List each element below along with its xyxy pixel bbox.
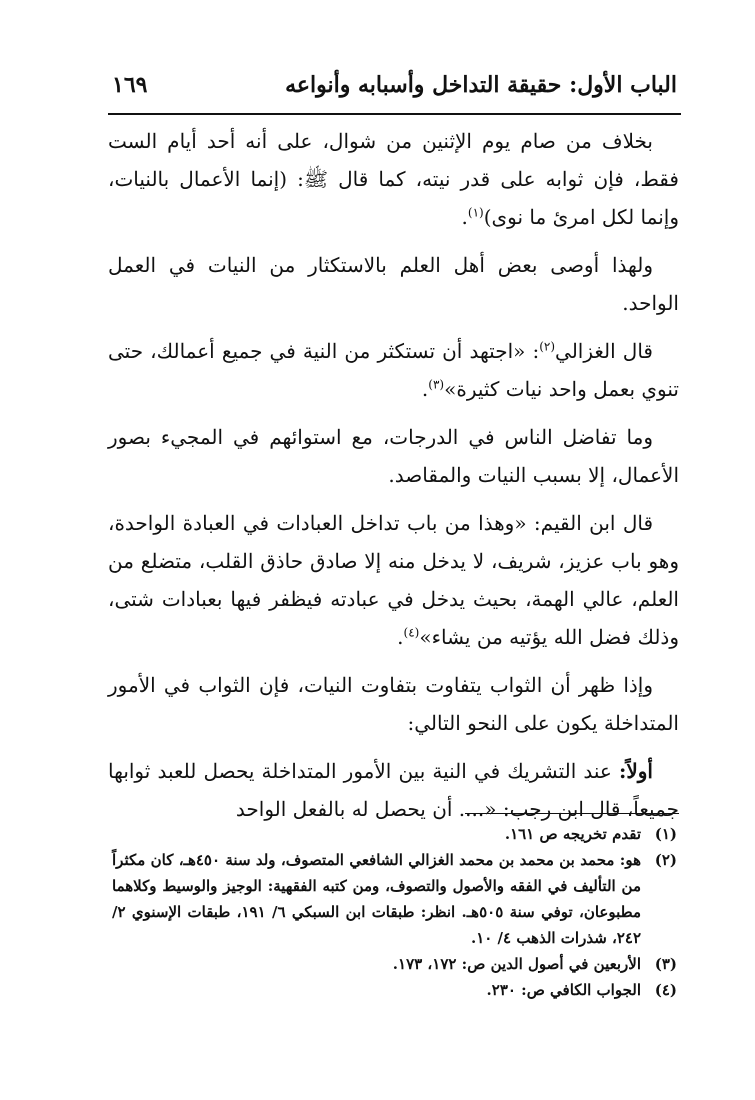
footnote-number: (١) <box>654 825 677 843</box>
footnote-text: تقدم تخريجه ص ١٦١. <box>504 825 641 843</box>
running-header-title: الباب الأول: حقيقة التداخل وأسبابه وأنواعه <box>285 72 677 98</box>
footnote-ref-1: (١) <box>467 205 484 220</box>
body-text <box>108 122 679 838</box>
paragraph-4: وما تفاضل الناس في الدرجات، مع استوائهم في المجيء بصور الأعمال، إلا بسبب النيات والمقاصد. <box>108 425 679 487</box>
footnote-ref-3: (٣) <box>428 377 445 392</box>
footnote-2 <box>112 847 677 951</box>
paragraph-3: قال الغزالي$^{(٢)}$: «اجتهد أن تستكثر من النية في جميع أعمالك، حتى تنوي بعمل واحد نيات كثيرة»$^{(٣)}$. <box>108 339 679 401</box>
footnote-number: (٣) <box>654 955 677 973</box>
footnote-text: الأربعين في أصول الدين ص: ١٧٢، ١٧٣. <box>392 955 641 973</box>
paragraph-5: قال ابن القيم: «وهذا من باب تداخل العبادات في العبادة الواحدة، وهو باب عزيز، شريف، لا يدخل منه إلا صادق حاذق القلب، متضلع من العلم، عالي الهمة، بحيث يدخل في عبادته فيظفر فيها بعبادات شتى، وذلك فضل الله يؤتيه من يشاء»$^{(٤)}$. <box>108 511 679 649</box>
footnotes <box>112 821 677 1003</box>
paragraph-6: وإذا ظهر أن الثواب يتفاوت بتفاوت النيات، فإن الثواب في الأمور المتداخلة يكون على النحو التالي: <box>108 673 679 735</box>
page-number: ١٦٩ <box>112 72 148 98</box>
footnote-ref-2: (٢) <box>539 339 556 354</box>
footnote-number: (٤) <box>654 981 677 999</box>
paragraph-1: بخلاف من صام يوم الإثنين من شوال، على أنه أحد أيام الست فقط، فإن ثوابه على قدر نيته، كما قال ﷺ: (إنما الأعمال بالنيات، وإنما لكل امرئ ما نوى)$^{(١)}$. <box>108 129 679 229</box>
header-rule <box>108 113 681 115</box>
footnote-4 <box>112 977 677 1003</box>
paragraph-7: أولاً: عند التشريك في النية بين الأمور المتداخلة يحصل للعبد ثوابها جميعاً، قال ابن رجب: «.... أن يحصل له بالفعل الواحد <box>108 759 679 821</box>
footnote-number: (٢) <box>654 851 677 869</box>
footnote-3 <box>112 951 677 977</box>
footnote-ref-4: (٤) <box>403 625 420 640</box>
first-point-lead: أولاً: <box>618 759 653 783</box>
footnote-1 <box>112 821 677 847</box>
paragraph-2: ولهذا أوصى بعض أهل العلم بالاستكثار من النيات في العمل الواحد. <box>108 253 679 315</box>
footnote-text: الجواب الكافي ص: ٢٣٠. <box>486 981 641 999</box>
footnote-rule <box>465 813 679 814</box>
footnote-text: هو: محمد بن محمد بن محمد الغزالي الشافعي المتصوف، ولد سنة ٤٥٠هـ، كان مكثراً من التأليف في الفقه والأصول والتصوف، ومن كتبه الفقهية: الوجيز والوسيط وكلاهما مطبوعان، توفي سنة ٥٠٥هـ. انظر: طبقات ابن السبكي ٦/ ١٩١، طبقات الإسنوي ٢/ ٢٤٢، شذرات الذهب ٤/ ١٠. <box>112 851 641 947</box>
